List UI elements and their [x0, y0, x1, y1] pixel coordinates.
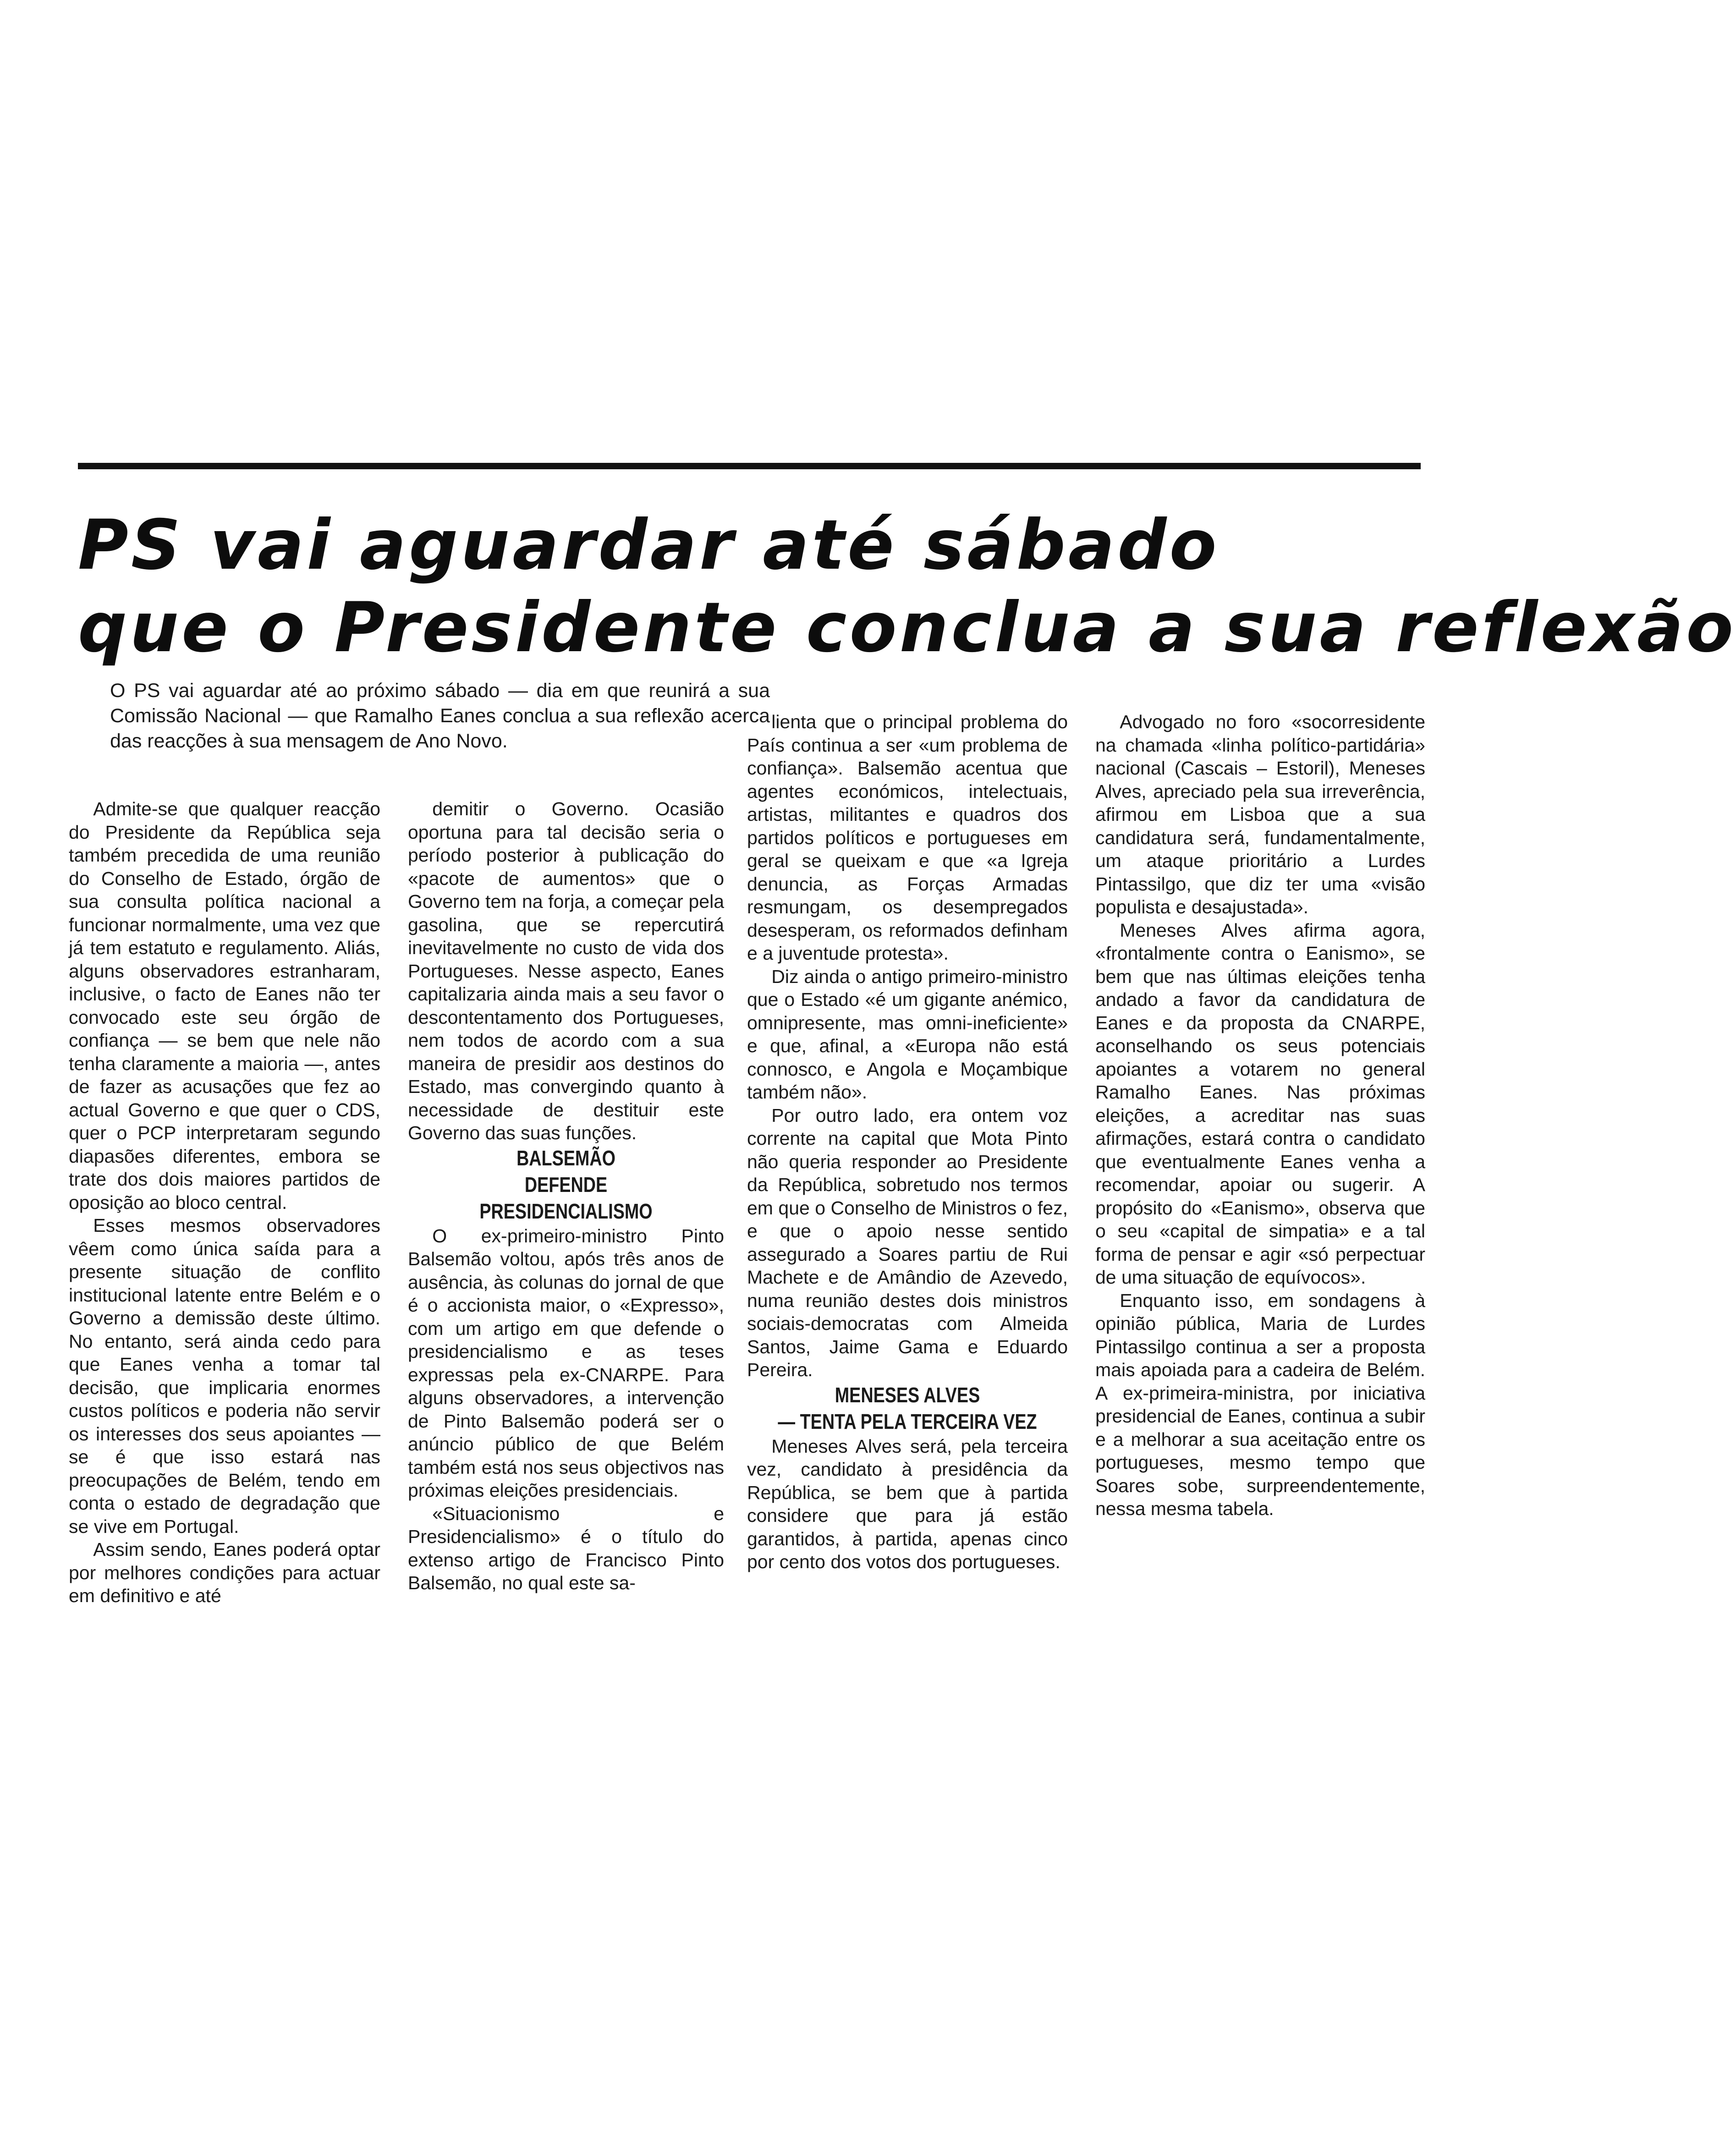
- headline: [78, 504, 1736, 669]
- paragraph: Diz ainda o antigo primeiro-ministro que o Estado «é um gigante anémico, omnipresente, mas omni-ineficiente» e que, afinal, a «Europa não está connosco, e Angola e Moçambique também não».: [747, 966, 1068, 1103]
- paragraph: Advogado no foro «socorresidente na chamada «linha político-partidária» nacional (Cascais – Estoril), Meneses Alves, apreciado pela sua irreverência, afirmou em Lisboa que a sua candidatura será, fundamentalmente, um ataque prioritário a Lurdes Pintassilgo, que diz ter uma «visão populista e desajustada».: [1095, 711, 1425, 917]
- column-4: [1095, 710, 1425, 1764]
- subheading-line: — TENTA PELA TERCEIRA VEZ: [778, 1409, 1037, 1433]
- paragraph: Assim sendo, Eanes poderá optar por melhores condições para actuar em definitivo e até: [69, 1539, 380, 1606]
- paragraph: Meneses Alves afirma agora, «frontalmente contra o Eanismo», se bem que nas últimas eleições tenha andado a favor da candidatura de Eanes e da proposta da CNARPE, aconselhando os seus potenciais apoiantes a votarem no general Ramalho Eanes. Nas próximas eleições, a acreditar nas suas afirmações, estará contra o candidato que eventualmente Eanes venha a recomendar, apoiar ou sugerir. A propósito do «Eanismo», observa que o seu «capital de simpatia» e a tal forma de pensar e agir «só perpectuar de uma situação de equívocos».: [1095, 919, 1425, 1288]
- column-2: [408, 797, 724, 1851]
- subheading-line: BALSEMÃO: [516, 1146, 615, 1170]
- headline-line-2: que o Presidente conclua a sua reflexão: [78, 588, 1736, 668]
- headline-line-1: PS vai aguardar até sábado: [78, 505, 1220, 585]
- paragraph: Esses mesmos observadores vêem como única saída para a presente situação de conflito institucional latente entre Belém e o Governo a demissão deste último. No entanto, será ainda cedo para que Eanes venha a tomar tal decisão, que implicaria enormes custos políticos e poderia não servir os interesses dos seus apoiantes — se é que isso estará nas preocupações de Belém, tendo em conta o estado de degradação que se vive em Portugal.: [69, 1215, 380, 1537]
- paragraph: Meneses Alves será, pela terceira vez, candidato à presidência da República, se bem que à partida considere que para já estão garantidos, à partida, apenas cinco por cento dos votos dos portugueses.: [747, 1435, 1068, 1572]
- paragraph: Enquanto isso, em sondagens à opinião pública, Maria de Lurdes Pintassilgo continua a ser a proposta mais apoiada para a cadeira de Belém. A ex-primeira-ministra, por iniciativa presidencial de Eanes, continua a subir e a melhorar a sua aceitação entre os portugueses, mesmo tempo que Soares sobe, surpreendentemente, nessa mesma tabela.: [1095, 1290, 1425, 1519]
- column-3: [747, 710, 1068, 1764]
- column-1: [69, 797, 380, 1851]
- subheading-meneses-alves: [776, 1382, 1039, 1435]
- paragraph: Por outro lado, era ontem voz corrente na capital que Mota Pinto não queria responder ao Presidente da República, sobretudo nos termos em que o Conselho de Ministros o fez, e que o apoio nesse sentido assegurado a Soares partiu de Rui Machete e de Amândio de Azevedo, numa reunião destes dois ministros sociais-democratas com Almeida Santos, Jaime Gama e Eduardo Pereira.: [747, 1104, 1068, 1380]
- newspaper-clipping: [69, 463, 1736, 1856]
- subheading-line: MENESES ALVES: [835, 1383, 980, 1407]
- paragraph: lienta que o principal problema do País continua a ser «um problema de confiança». Balsemão acentua que agentes económicos, intelectuais, artistas, militantes e quadros dos partidos políticos e portugueses em geral se queixam e que «a Igreja denuncia, as Forças Armadas resmungam, os desempregados desesperam, os reformados definham e a juventude protesta».: [747, 711, 1068, 964]
- lead-paragraph: O PS vai aguardar até ao próximo sábado — dia em que reunirá a sua Comissão Nacional — que Ramalho Eanes conclua a sua reflexão acerca das reacções à sua mensagem de Ano Novo.: [110, 680, 770, 752]
- subheading-line: DEFENDE PRESIDENCIALISMO: [479, 1172, 653, 1223]
- paragraph: O ex-primeiro-ministro Pinto Balsemão voltou, após três anos de ausência, às colunas do jornal de que é o accionista maior, o «Expresso», com um artigo em que defende o presidencialismo e as teses expressas pela ex-CNARPE. Para alguns observadores, a intervenção de Pinto Balsemão poderá ser o anúncio público de que Belém também está nos seus objectivos nas próximas eleições presidenciais.: [408, 1225, 724, 1501]
- paragraph: Admite-se que qualquer reacção do Presidente da República seja também precedida de uma reunião do Conselho de Estado, órgão de sua consulta política nacional a funcionar normalmente, uma vez que já tem estatuto e regulamento. Aliás, alguns observadores estranharam, inclusive, o facto de Eanes não ter convocado este seu órgão de confiança — se bem que nele não tenha claramente a maioria —, antes de fazer as acusações que fez ao actual Governo e que quer o CDS, quer o PCP interpretaram segundo diapasões diferentes, embora se trate dos dois maiores partidos de oposição ao bloco central.: [69, 798, 380, 1213]
- top-rule: [78, 463, 1421, 469]
- paragraph: demitir o Governo. Ocasião oportuna para tal decisão seria o período posterior à publicação do «pacote de aumentos» que o Governo tem na forja, a começar pela gasolina, que se repercutirá inevitavelmente no custo de vida dos Portugueses. Nesse aspecto, Eanes capitalizaria ainda mais a seu favor o descontentamento dos Portugueses, nem todos de acordo com a sua maneira de presidir aos destinos do Estado, mas convergindo quanto à necessidade de destituir este Governo das suas funções.: [408, 798, 724, 1143]
- paragraph: «Situacionismo e Presidencialismo» é o título do extenso artigo de Francisco Pinto Balsemão, no qual este sa-: [408, 1503, 724, 1593]
- subheading-balsemao: [436, 1145, 696, 1224]
